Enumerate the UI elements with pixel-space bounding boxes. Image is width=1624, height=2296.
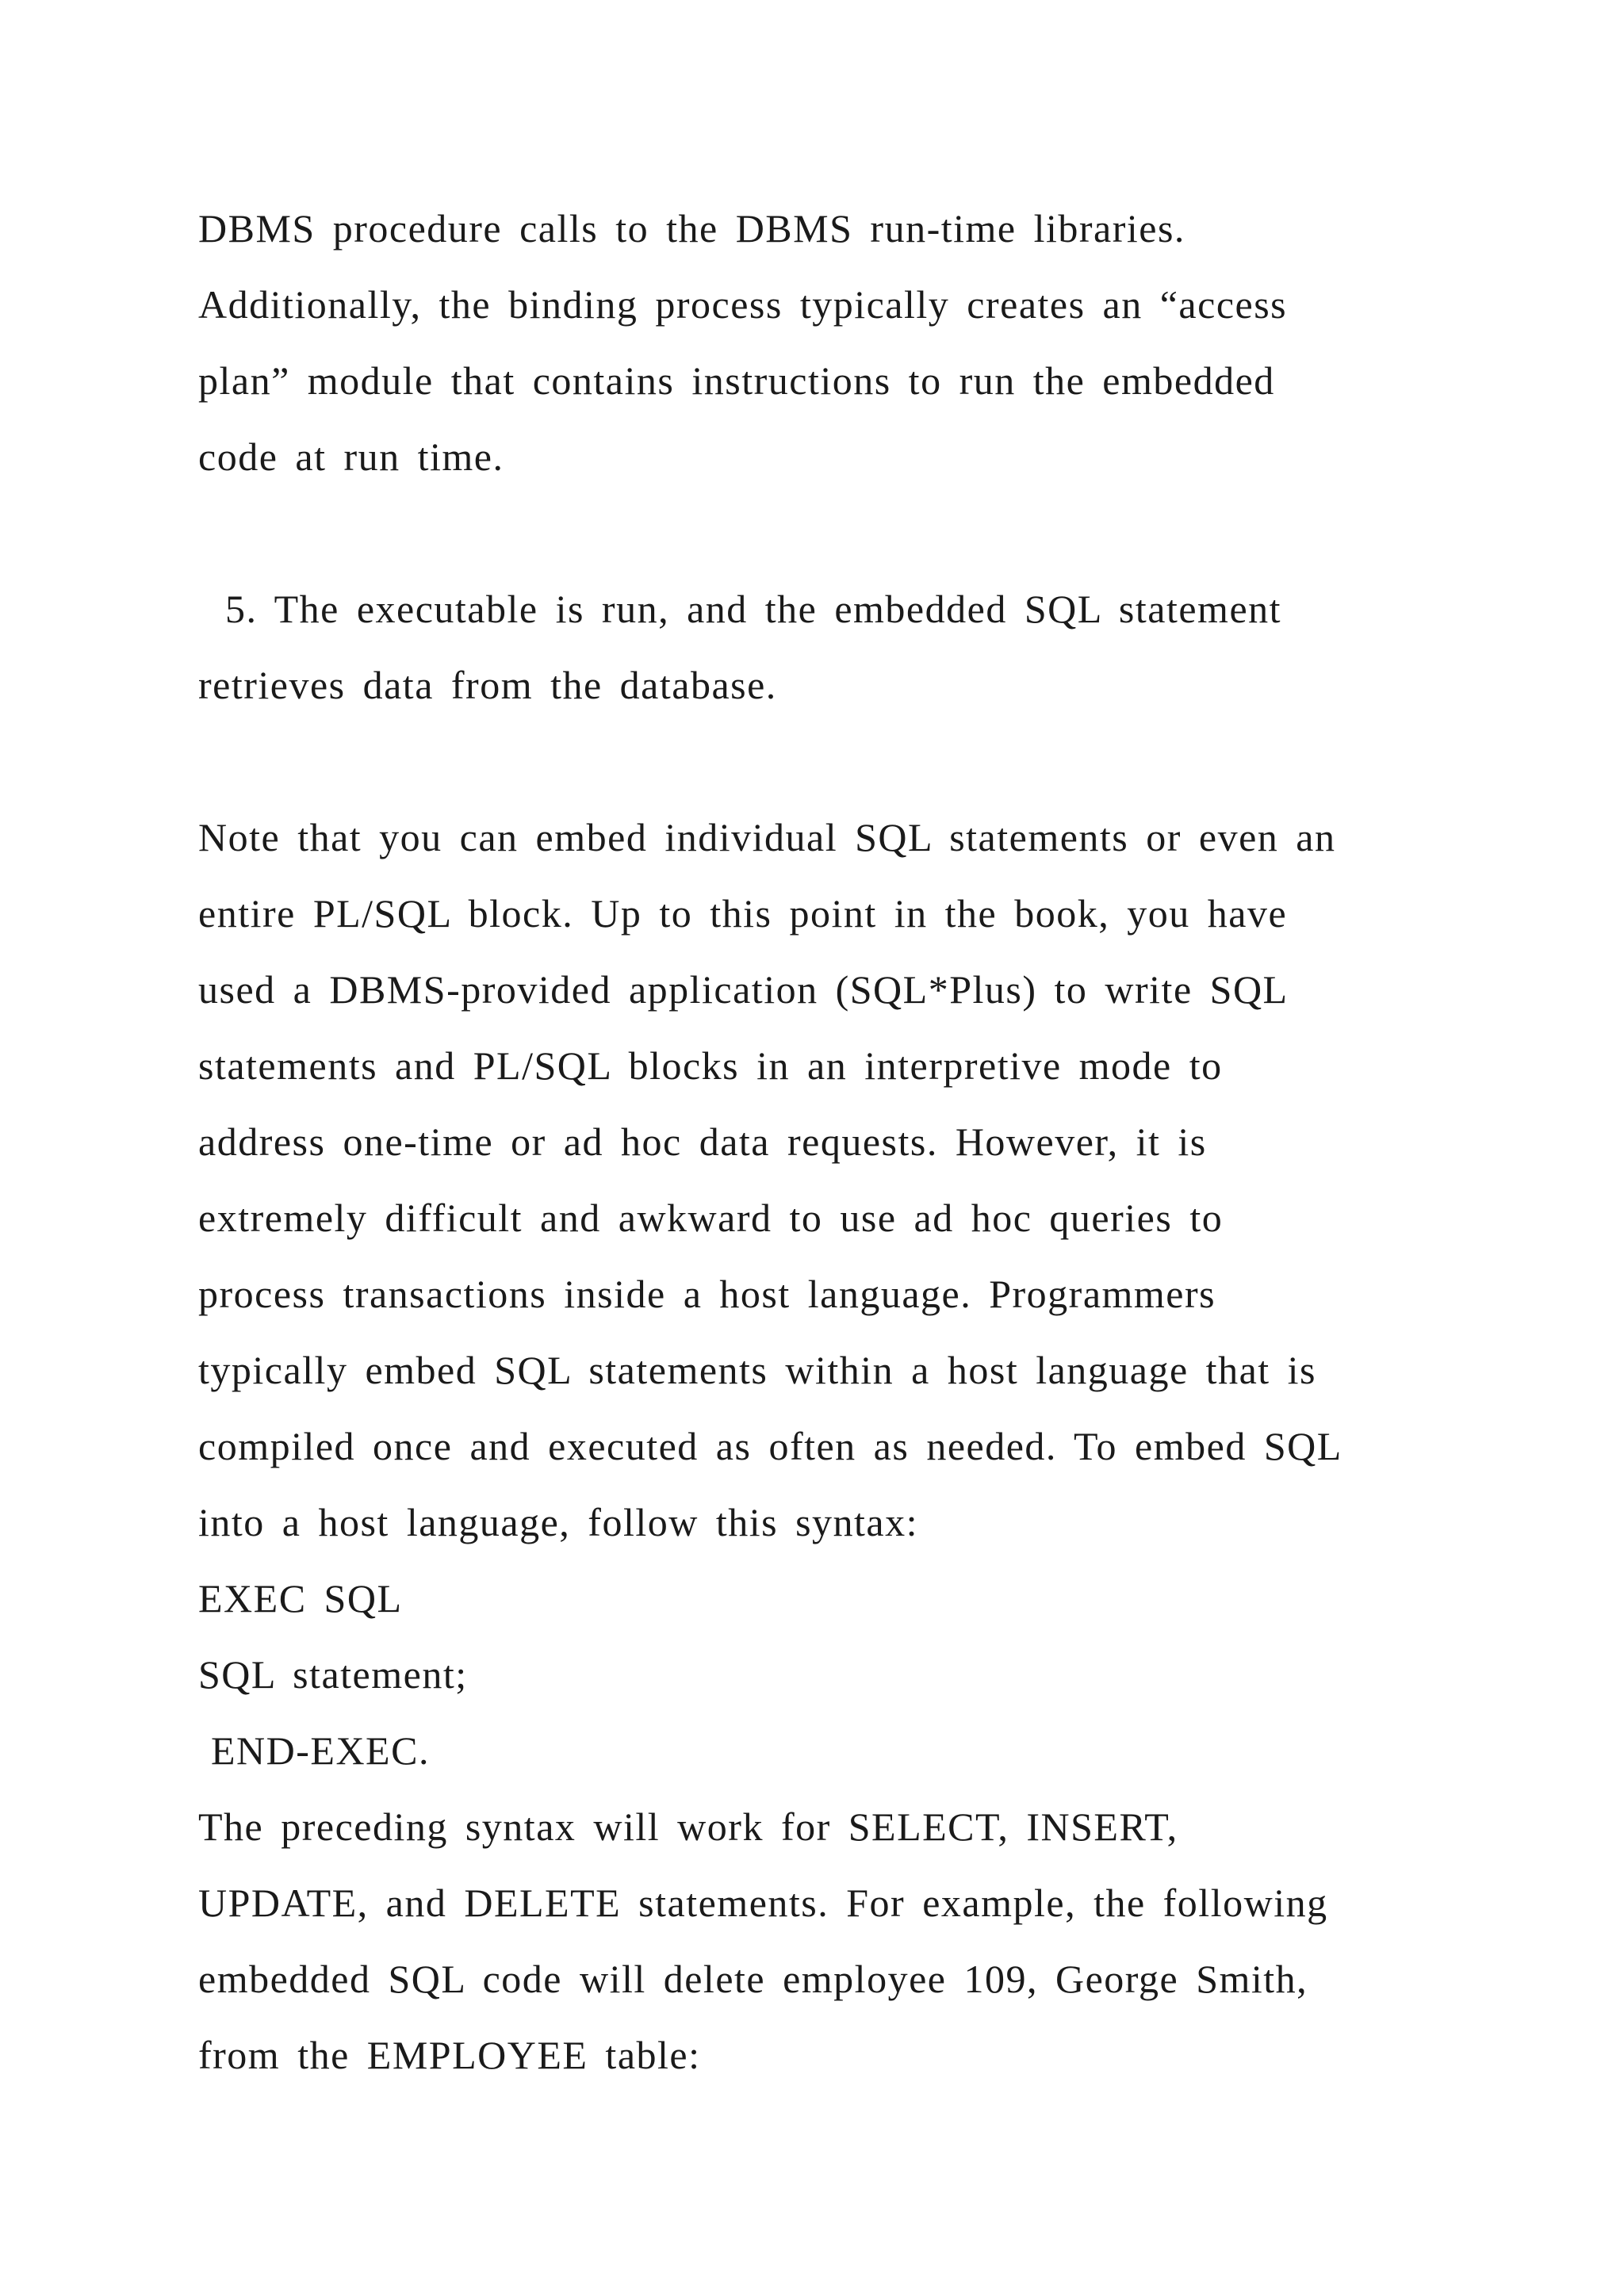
text-line: 5. The executable is run, and the embedded SQL statement [225,587,1282,631]
document-page [198,190,1435,2093]
text-line: address one-time or ad hoc data requests. However, it is [198,1119,1207,1164]
text-line: Note that you can embed individual SQL statements or even an [198,815,1336,859]
paragraph-embedding-note [198,799,1435,1560]
text-line: compiled once and executed as often as needed. To embed SQL [198,1424,1342,1468]
syntax-block [198,1560,1435,1789]
text-line: typically embed SQL statements within a host language that is [198,1348,1317,1392]
syntax-line: END-EXEC. [211,1728,430,1773]
syntax-line: EXEC SQL [198,1576,403,1621]
text-line: from the EMPLOYEE table: [198,2033,701,2077]
paragraph-gap [198,723,1435,799]
text-line: used a DBMS-provided application (SQL*Plus) to write SQL [198,967,1289,1012]
text-line: extremely difficult and awkward to use ad hoc queries to [198,1196,1224,1240]
text-line: into a host language, follow this syntax: [198,1500,919,1544]
text-line: UPDATE, and DELETE statements. For example, the following [198,1881,1328,1925]
syntax-line: SQL statement; [198,1652,468,1697]
text-line: DBMS procedure calls to the DBMS run-time libraries. [198,206,1185,251]
text-line: The preceding syntax will work for SELECT, INSERT, [198,1804,1178,1849]
text-line: plan” module that contains instructions to run the embedded [198,358,1275,403]
list-item-step-5 [198,571,1435,723]
paragraph-example [198,1789,1435,2093]
text-line: entire PL/SQL block. Up to this point in the book, you have [198,891,1288,936]
text-line: statements and PL/SQL blocks in an interpretive mode to [198,1043,1223,1088]
text-line: Additionally, the binding process typically creates an “access [198,282,1288,327]
text-line: embedded SQL code will delete employee 109, George Smith, [198,1957,1308,2001]
text-line: code at run time. [198,434,504,479]
paragraph-binding [198,190,1435,495]
text-line: process transactions inside a host language. Programmers [198,1272,1216,1316]
paragraph-gap [198,495,1435,571]
text-line: retrieves data from the database. [198,663,777,707]
